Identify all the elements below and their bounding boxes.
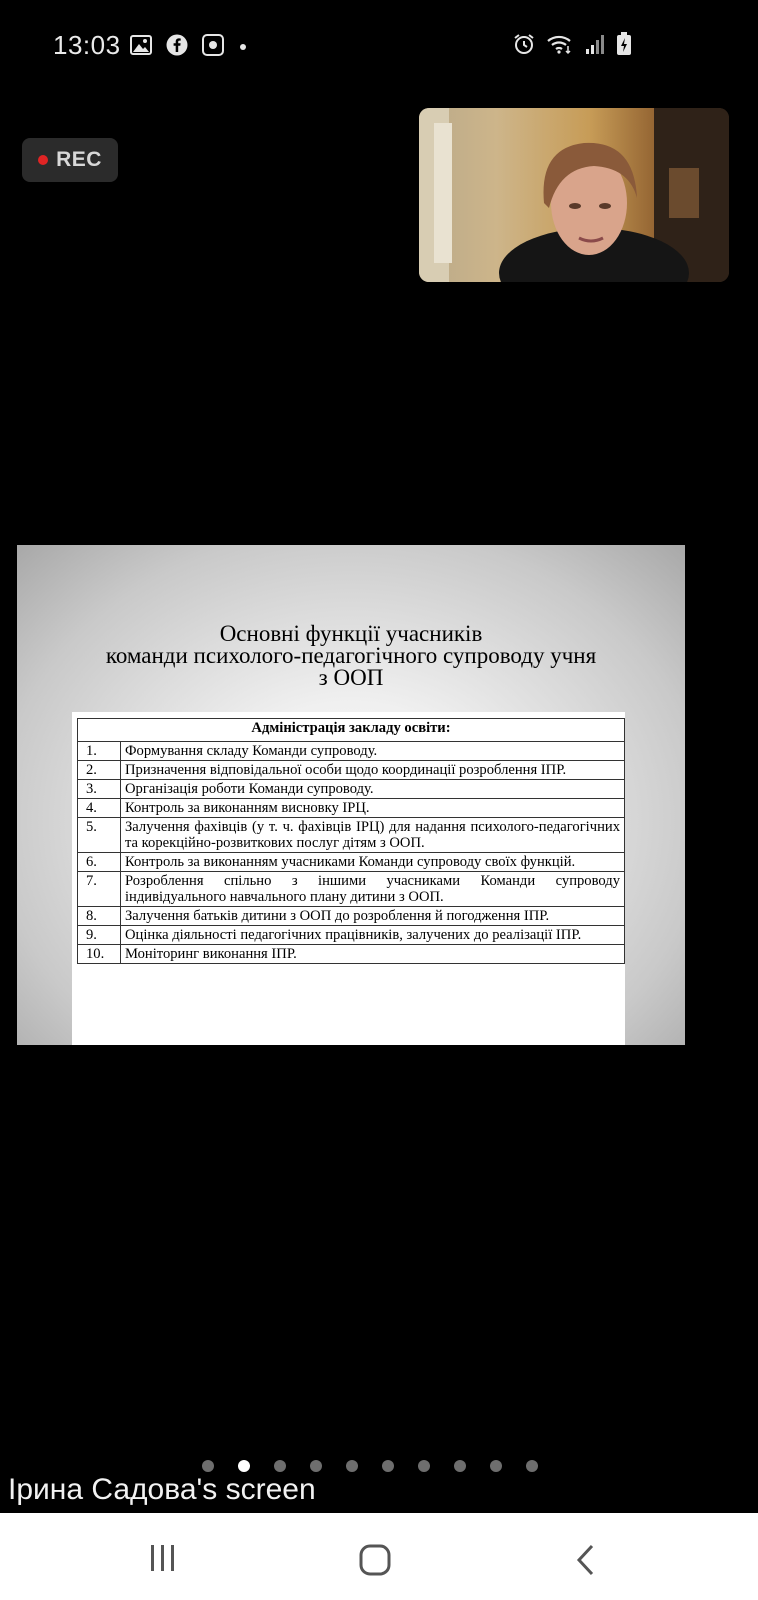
row-number: 7.	[78, 872, 121, 907]
row-text: Контроль за виконанням висновку ІРЦ.	[121, 799, 625, 818]
functions-table	[77, 718, 625, 964]
row-text: Розроблення спільно з іншими учасниками Команди супроводу індивідуального навчального плану дитини з ООП.	[121, 872, 625, 907]
table-row	[78, 818, 625, 853]
row-text: Моніторинг виконання ІПР.	[121, 945, 625, 964]
shared-slide[interactable]	[17, 545, 685, 1045]
table-row	[78, 907, 625, 926]
table-row	[78, 872, 625, 907]
row-number: 2.	[78, 761, 121, 780]
alarm-icon	[512, 32, 536, 61]
battery-charging-icon	[616, 32, 632, 61]
row-text: Залучення фахівців (у т. ч. фахівців ІРЦ) для надання психолого-педагогічних та корекційно-розвиткових послуг дітям з ООП.	[121, 818, 625, 853]
facebook-icon	[166, 34, 188, 61]
participant-video-frame	[419, 108, 729, 282]
page-dot[interactable]	[418, 1460, 430, 1472]
row-number: 4.	[78, 799, 121, 818]
row-number: 1.	[78, 742, 121, 761]
table-row	[78, 742, 625, 761]
recording-badge[interactable]	[22, 138, 118, 182]
table-row	[78, 761, 625, 780]
table-header-row	[78, 719, 625, 742]
record-dot-icon	[38, 155, 48, 165]
page-dot[interactable]	[202, 1460, 214, 1472]
table-row	[78, 799, 625, 818]
table-row	[78, 780, 625, 799]
page-dot[interactable]	[490, 1460, 502, 1472]
recording-label: REC	[56, 148, 102, 171]
functions-table-container	[72, 712, 625, 1045]
table-header: Адміністрація закладу освіти:	[78, 719, 625, 742]
more-dot-icon	[238, 39, 248, 57]
page-indicator	[202, 1460, 538, 1472]
row-number: 3.	[78, 780, 121, 799]
row-number: 9.	[78, 926, 121, 945]
signal-icon	[584, 33, 606, 60]
row-number: 10.	[78, 945, 121, 964]
home-icon	[358, 1543, 392, 1577]
table-row	[78, 926, 625, 945]
slide-title: Основні функції учасників команди психолого-педагогічного супроводу учня з ООП	[105, 621, 597, 690]
screen-record-icon	[202, 34, 224, 61]
wifi-icon	[546, 33, 574, 60]
navigation-bar	[0, 1513, 758, 1600]
page-dot[interactable]	[274, 1460, 286, 1472]
table-row	[78, 853, 625, 872]
status-bar	[0, 0, 758, 96]
row-text: Оцінка діяльності педагогічних працівників, залучених до реалізації ІПР.	[121, 926, 625, 945]
home-button[interactable]	[358, 1543, 392, 1582]
participant-video-thumbnail[interactable]	[419, 108, 729, 282]
screen-owner-label: Ірина Садова's screen	[8, 1473, 316, 1506]
table-row	[78, 945, 625, 964]
page-dot[interactable]	[382, 1460, 394, 1472]
page-dot[interactable]	[526, 1460, 538, 1472]
back-button[interactable]	[574, 1543, 598, 1582]
row-text: Формування складу Команди супроводу.	[121, 742, 625, 761]
page-dot[interactable]	[346, 1460, 358, 1472]
recent-apps-button[interactable]	[148, 1543, 178, 1578]
gallery-icon	[130, 35, 152, 60]
page-dot-active[interactable]	[238, 1460, 250, 1472]
row-number: 8.	[78, 907, 121, 926]
row-text: Призначення відповідальної особи щодо координації розроблення ІПР.	[121, 761, 625, 780]
row-number: 5.	[78, 818, 121, 853]
recent-apps-icon	[148, 1543, 178, 1573]
back-icon	[574, 1543, 598, 1577]
row-text: Контроль за виконанням учасниками Команди супроводу своїх функцій.	[121, 853, 625, 872]
page-dot[interactable]	[310, 1460, 322, 1472]
page-dot[interactable]	[454, 1460, 466, 1472]
status-time: 13:03	[53, 30, 121, 60]
row-text: Залучення батьків дитини з ООП до розроблення й погодження ІПР.	[121, 907, 625, 926]
row-number: 6.	[78, 853, 121, 872]
row-text: Організація роботи Команди супроводу.	[121, 780, 625, 799]
